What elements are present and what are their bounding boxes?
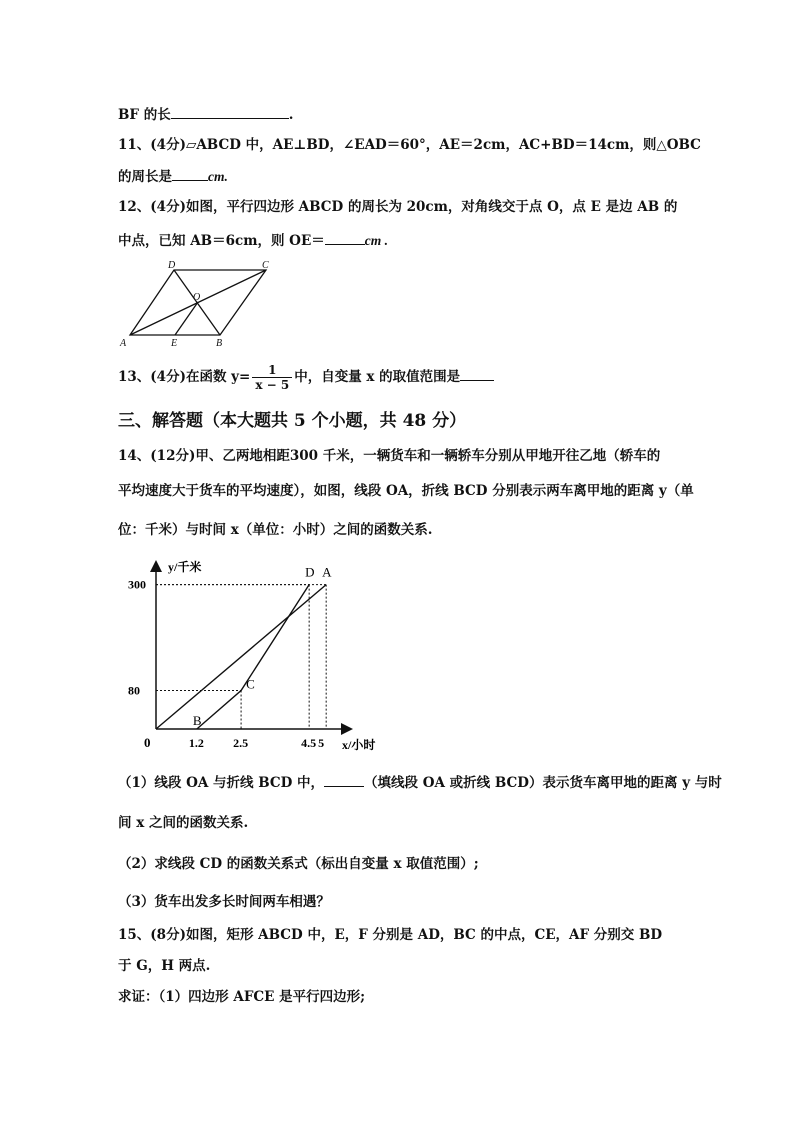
label-e: E	[171, 338, 178, 349]
fraction	[252, 363, 292, 392]
y-axis-label: y/千米	[168, 560, 202, 574]
label-c: C	[262, 260, 269, 271]
label-o: O	[193, 292, 201, 303]
problem-15-line-2: 于 G，H 两点.	[118, 958, 211, 974]
problem-13-text: 13、(4分)在函数 y=	[118, 369, 251, 385]
question-1-text: （1）线段 OA 与折线 BCD 中，	[118, 775, 325, 791]
answer-blank	[171, 104, 289, 119]
origin-label: 0	[144, 735, 151, 750]
x-tick-label: 4.5	[301, 736, 317, 750]
label-d: D	[168, 260, 176, 271]
point-label: B	[192, 713, 202, 728]
problem-10-text: BF 的长	[118, 107, 171, 123]
problem-13	[118, 362, 494, 392]
x-tick-label: 2.5	[233, 736, 249, 750]
series-line-2	[197, 585, 309, 729]
fraction-numerator: 1	[252, 363, 292, 378]
x-tick-label: 1.2	[188, 736, 204, 750]
section-heading: 三、解答题（本大题共 5 个小题，共 48 分）	[118, 411, 467, 431]
point-label: D	[305, 564, 315, 580]
question-1-line-2: 间 x 之间的函数关系.	[118, 815, 249, 831]
problem-15-line-3: 求证：（1）四边形 AFCE 是平行四边形;	[118, 989, 366, 1005]
question-2: （2）求线段 CD 的函数关系式（标出自变量 x 取值范围）;	[118, 856, 479, 872]
label-b: B	[216, 338, 223, 349]
problem-14-line-1: 14、(12分)甲、乙两地相距300 千米，一辆货车和一辆轿车分别从甲地开往乙地（轿车的	[118, 448, 661, 464]
question-3: （3）货车出发多长时间两车相遇？	[118, 894, 330, 910]
problem-13-text-end: 中，自变量 x 的取值范围是	[294, 369, 461, 385]
problem-12-line-2	[118, 230, 388, 250]
question-1-text-end: （填线段 OA 或折线 BCD）表示货车离甲地的距离 y 与时	[364, 775, 722, 791]
x-tick-label: 5	[318, 736, 325, 750]
segment-oe	[175, 302, 198, 335]
answer-blank	[324, 772, 364, 787]
distance-time-chart	[118, 555, 388, 755]
problem-14-line-3: 位：千米）与时间 x（单位：小时）之间的函数关系.	[118, 522, 433, 538]
y-tick-label: 80	[128, 683, 140, 698]
answer-blank	[325, 230, 365, 245]
problem-11-line-2	[118, 166, 228, 186]
label-a: A	[120, 338, 127, 349]
period: .	[288, 107, 294, 123]
problem-10-tail	[118, 104, 293, 124]
problem-11-text: 的周长是	[118, 169, 172, 185]
fraction-denominator: x − 5	[255, 378, 290, 392]
x-axis-label: x/小时	[342, 738, 376, 752]
problem-14-line-2: 平均速度大于货车的平均速度），如图，线段 OA，折线 BCD 分别表示两车离甲地的距离 y（单	[118, 483, 694, 499]
point-label: C	[246, 676, 255, 692]
parallelogram-figure	[118, 258, 278, 350]
problem-11-line-1: 11、(4分)▱ABCD 中，AE⊥BD，∠EAD＝60°，AE＝2cm，AC+BD＝14cm，则△OBC	[118, 137, 701, 153]
problem-12-text: 中点，已知 AB＝6cm，则 OE＝	[118, 233, 325, 249]
y-tick-label: 300	[128, 577, 146, 592]
answer-blank	[460, 366, 494, 381]
unit: cm .	[364, 233, 388, 248]
unit: cm.	[208, 169, 228, 184]
point-label: A	[322, 564, 332, 580]
problem-15-line-1: 15、(8分)如图，矩形 ABCD 中，E，F 分别是 AD，BC 的中点，CE，AF 分别交 BD	[118, 927, 663, 943]
answer-blank	[172, 166, 208, 181]
question-1-line-1	[118, 772, 722, 792]
problem-12-line-1: 12、(4分)如图，平行四边形 ABCD 的周长为 20cm，对角线交于点 O，点 E 是边 AB 的	[118, 199, 678, 215]
